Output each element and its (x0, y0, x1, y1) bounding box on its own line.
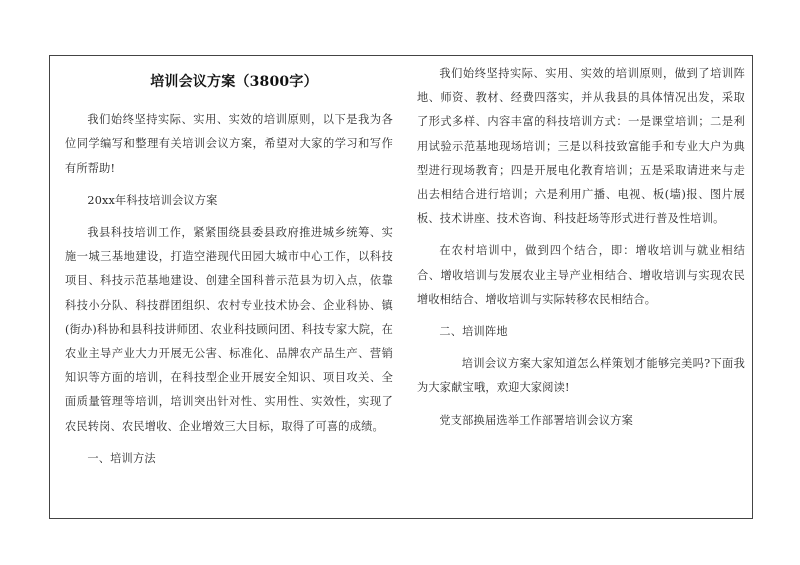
section-heading-methods: 一、培训方法 (87, 451, 156, 465)
section-heading-venues: 二、培训阵地 (439, 325, 508, 339)
promo-paragraph: 培训会议方案大家知道怎么样策划才能够完美吗?下面我为大家献宝哦，欢迎大家阅读! (417, 357, 745, 395)
left-column (65, 62, 393, 471)
related-link[interactable]: 党支部换届选举工作部署培训会议方案 (439, 413, 633, 427)
body-paragraph-1: 我县科技培训工作，紧紧围绕县委县政府推进城乡统筹、实施一城三基地建设，打造空港现代田园大城市中心工作，以科技项目、科技示范基地建设、创建全国科普示范县为切入点，依靠科技小分队、科技群团组织、农村专业技术协会、企业科协、镇(街办)科协和县科技讲师团、农业科技顾问团、科技专家大院，在农业主导产业大力开展无公害、标准化、品牌农产品生产、营销知识等方面的培训，在科技型企业开展安全知识、项目攻关、全面质量管理等培训，培训突出针对性、实用性、实效性，实现了农民转岗、农民增收、企业增效三大目标，取得了可喜的成绩。 (65, 226, 393, 433)
body-paragraph-2: 我们始终坚持实际、实用、实效的培训原则，做到了培训阵地、师资、教材、经费四落实，并从我县的具体情况出发，采取了形式多样、内容丰富的科技培训方式：一是课堂培训；二是利用试验示范基地现场培训；三是以科技致富能手和专业大户为典型进行现场教育；四是开展电化教育培训；五是采取请进来与走出去相结合进行培训；六是利用广播、电视、板(墙)报、图片展板、技术讲座、技术咨询、科技赶场等形式进行普及性培训。 (417, 67, 745, 226)
right-column (417, 62, 745, 433)
document-title: 培训会议方案（3800字） (150, 74, 318, 90)
intro-paragraph: 我们始终坚持实际、实用、实效的培训原则，以下是我为各位同学编写和整理有关培训会议方案，希望对大家的学习和写作有所帮助! (65, 113, 393, 175)
body-paragraph-3: 在农村培训中，做到四个结合，即：增收培训与就业相结合、增收培训与发展农业主导产业相结合、增收培训与实现农民增收相结合、增收培训与实际转移农民相结合。 (417, 244, 745, 306)
plan-subtitle: 20xx年科技培训会议方案 (87, 193, 218, 207)
